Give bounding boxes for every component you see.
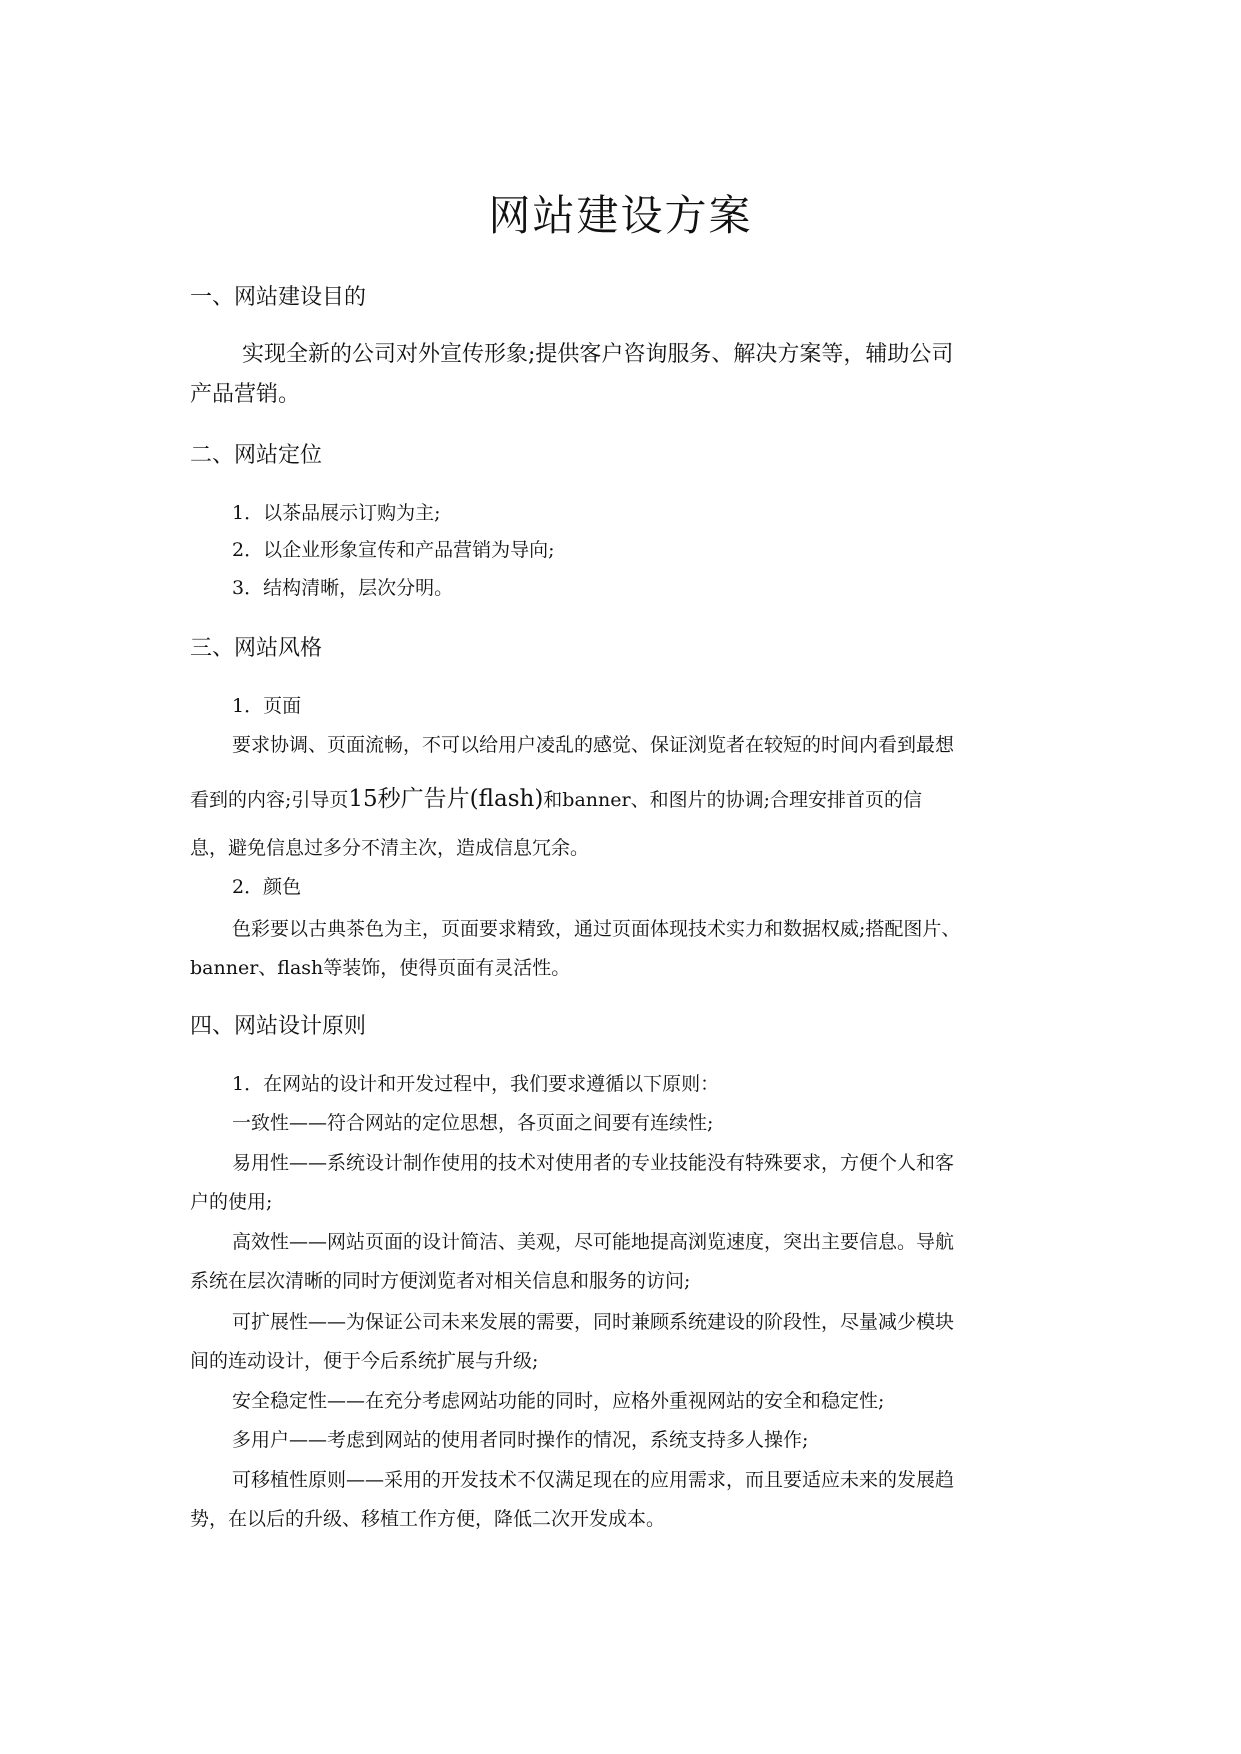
style-color-line-1: 色彩要以古典茶色为主，页面要求精致，通过页面体现技术实力和数据权威;搭配图片、 [232,918,961,940]
style-page-line-2-ad: 15秒广告片(flash) [348,786,544,812]
principle-portability-line-2: 势，在以后的升级、移植工作方便，降低二次开发成本。 [190,1508,666,1530]
section-heading-positioning: 二、网站定位 [190,443,323,468]
style-subheading-color: 2．颜色 [232,876,302,898]
principle-consistency-line-1: 一致性——符合网站的定位思想，各页面之间要有连续性; [232,1112,714,1134]
principle-stability-line-1: 安全稳定性——在充分考虑网站功能的同时，应格外重视网站的安全和稳定性; [232,1390,885,1412]
style-page-line-2 [190,784,922,815]
style-color-line-2: banner、flash等装饰，使得页面有灵活性。 [190,957,571,979]
document-title: 网站建设方案 [488,191,753,240]
purpose-paragraph-line-1: 实现全新的公司对外宣传形象;提供客户咨询服务、解决方案等，辅助公司 [242,342,954,367]
style-page-line-3: 息，避免信息过多分不清主次，造成信息冗余。 [190,837,590,859]
principle-usability-line-1: 易用性——系统设计制作使用的技术对使用者的专业技能没有特殊要求，方便个人和客 [232,1152,955,1174]
principle-portability-line-1: 可移植性原则——采用的开发技术不仅满足现在的应用需求，而且要适应未来的发展趋 [232,1469,955,1491]
style-page-line-2-start: 看到的内容;引导页 [190,789,349,811]
positioning-item-2: 2．以企业形象宣传和产品营销为导向; [232,539,555,561]
purpose-paragraph-line-2: 产品营销。 [190,382,301,407]
principle-multiuser-line-1: 多用户——考虑到网站的使用者同时操作的情况，系统支持多人操作; [232,1429,809,1451]
style-page-line-1: 要求协调、页面流畅，不可以给用户凌乱的感觉、保证浏览者在较短的时间内看到最想 [232,734,955,756]
principle-extensibility-line-1: 可扩展性——为保证公司未来发展的需要，同时兼顾系统建设的阶段性，尽量减少模块 [232,1311,955,1333]
style-page-line-2-end: 和banner、和图片的协调;合理安排首页的信 [543,789,922,811]
principle-usability-line-2: 户的使用; [190,1191,273,1213]
positioning-item-3: 3．结构清晰，层次分明。 [232,577,454,599]
principles-intro: 1．在网站的设计和开发过程中，我们要求遵循以下原则： [232,1073,720,1095]
principle-efficiency-line-1: 高效性——网站页面的设计简洁、美观，尽可能地提高浏览速度，突出主要信息。导航 [232,1231,955,1253]
positioning-item-1: 1．以茶品展示订购为主; [232,502,441,524]
principle-efficiency-line-2: 系统在层次清晰的同时方便浏览者对相关信息和服务的访问; [190,1270,691,1292]
section-heading-purpose: 一、网站建设目的 [190,285,367,310]
section-heading-style: 三、网站风格 [190,636,323,661]
style-subheading-page: 1．页面 [232,695,302,717]
section-heading-principles: 四、网站设计原则 [190,1014,367,1039]
principle-extensibility-line-2: 间的连动设计，便于今后系统扩展与升级; [190,1350,539,1372]
